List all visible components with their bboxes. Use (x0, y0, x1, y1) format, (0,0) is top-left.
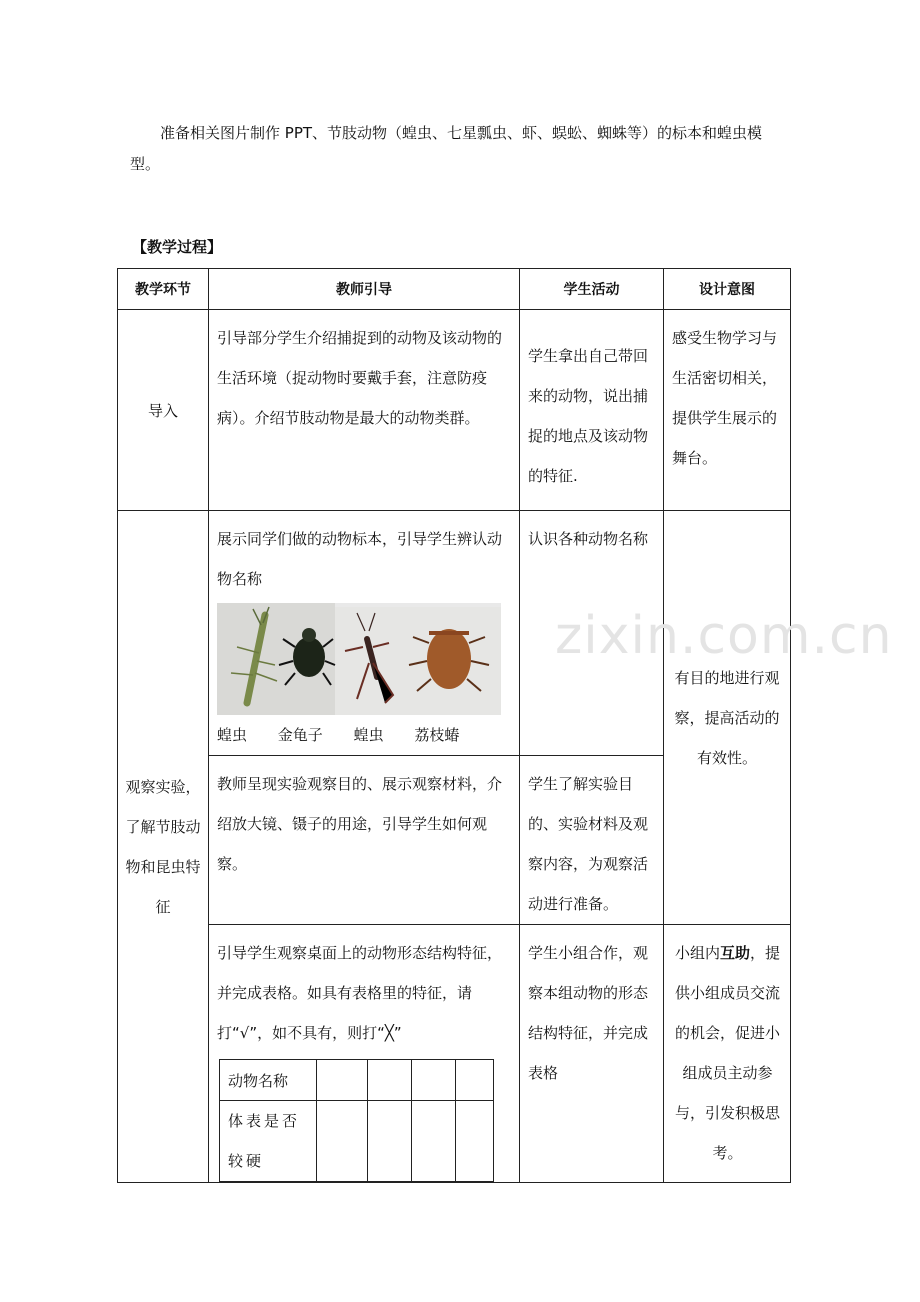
observation-cell[interactable] (412, 1060, 456, 1101)
header-teacher: 教师引导 (209, 269, 520, 310)
stage-intro: 导入 (118, 310, 209, 511)
teacher-intro: 引导部分学生介绍捕捉到的动物及该动物的生活环境（捉动物时要戴手套，注意防疫病）。介绍节肢动物是最大的动物类群。 (209, 310, 520, 511)
student-observe-c: 学生小组合作，观察本组动物的形态结构特征，并完成表格 (520, 925, 664, 1183)
specimen-photos (217, 603, 501, 715)
stage-observe: 观察实验，了解节肢动物和昆虫特征 (118, 511, 209, 1183)
observation-cell[interactable] (317, 1101, 368, 1182)
lesson-process-table (117, 268, 791, 1183)
teacher-observe-b: 教师呈现实验观察目的、展示观察材料，介绍放大镜、镊子的用途，引导学生如何观察。 (209, 756, 520, 925)
intent-intro: 感受生物学习与生活密切相关，提供学生展示的舞台。 (664, 310, 791, 511)
intent-observe-c-text: 小组内互助，提供小组成员交流的机会，促进小组成员主动参与，引发积极思考。 (674, 944, 781, 1162)
observation-cell[interactable] (317, 1060, 368, 1101)
header-stage: 教学环节 (118, 269, 209, 310)
insect-name: 金龟子 (277, 726, 323, 744)
header-student: 学生活动 (520, 269, 664, 310)
specimen-photo-image (217, 603, 501, 715)
intro-text: 准备相关图片制作 PPT、节肢动物（蝗虫、七星瓢虫、虾、蜈蚣、蜘蛛等）的标本和蝗虫模型。 (130, 124, 763, 173)
observation-cell[interactable] (456, 1060, 494, 1101)
watermark: zixin.com.cn (555, 606, 893, 666)
table-header-row (118, 269, 791, 310)
intent-observe-a: 有目的地进行观察，提高活动的有效性。 (664, 511, 791, 925)
insect-name: 荔枝蝽 (414, 726, 460, 744)
insect-name-labels (209, 715, 519, 755)
observation-cell[interactable] (368, 1060, 412, 1101)
insect-name: 蝗虫 (353, 726, 384, 744)
observation-table-row (220, 1060, 494, 1101)
observation-cell[interactable] (412, 1101, 456, 1182)
student-observe-b: 学生了解实验目的、实验材料及观察内容，为观察活动进行准备。 (520, 756, 664, 925)
section-title: 【教学过程】 (132, 238, 223, 256)
student-intro: 学生拿出自己带回来的动物，说出捕捉的地点及该动物的特征. (520, 310, 664, 511)
header-intent: 设计意图 (664, 269, 791, 310)
observation-cell[interactable] (456, 1101, 494, 1182)
teacher-observe-a: 展示同学们做的动物标本，引导学生辨认动物名称 蝗虫 金龟子 蝗虫 荔枝蝽 (209, 511, 520, 756)
observation-label: 动物名称 (220, 1060, 317, 1101)
observation-cell[interactable] (368, 1101, 412, 1182)
intro-paragraph (130, 118, 790, 180)
table-row-observe-c (118, 925, 791, 1183)
insect-name: 蝗虫 (217, 726, 248, 744)
observation-table-row (220, 1101, 494, 1182)
observation-label: 体表是否较硬 (220, 1101, 317, 1182)
table-row-intro (118, 310, 791, 511)
observation-table (219, 1059, 494, 1182)
teacher-observe-c: 引导学生观察桌面上的动物形态结构特征，并完成表格。如具有表格里的特征，请打“√”，如不具有，则打“╳” 动物名称 体表是否较硬 (209, 925, 520, 1183)
intent-observe-c (664, 925, 791, 1183)
student-observe-a: 认识各种动物名称 (520, 511, 664, 756)
